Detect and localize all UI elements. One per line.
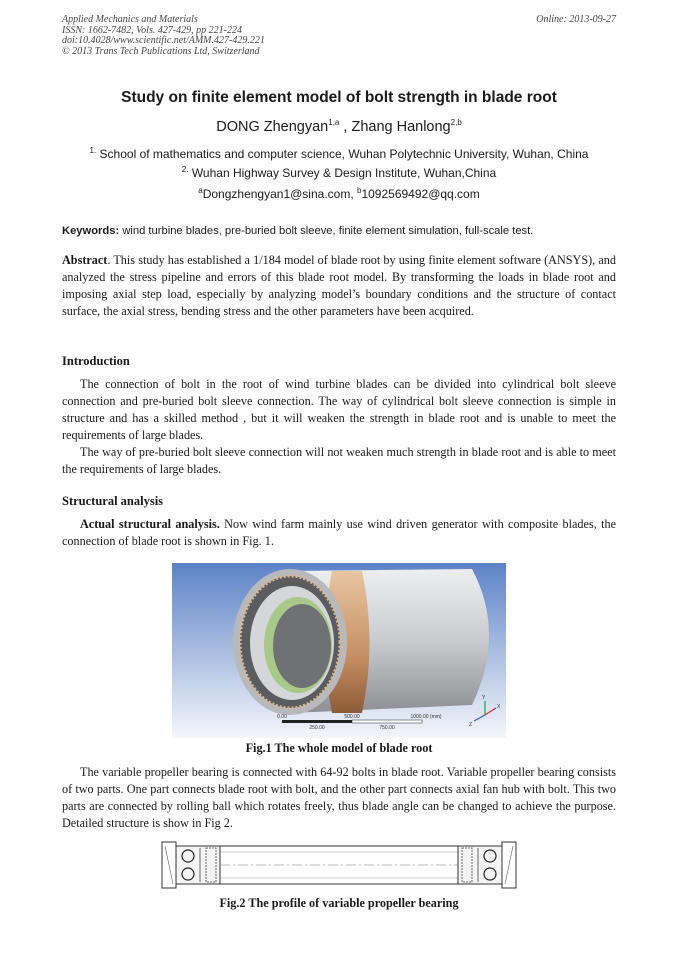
scale-segment-1 — [282, 720, 352, 723]
intro-paragraph-2: The way of pre-buried bolt sleeve connection will not weaken much strength in blade root and is able to meet the requirements of large blades. — [62, 445, 616, 476]
z-axis-label: Z — [469, 722, 473, 728]
affiliation-2-sup: 2. — [181, 165, 189, 174]
keywords-text: wind turbine blades, pre-buried bolt sleeve, finite element simulation, full-scale test. — [122, 225, 534, 237]
affiliation-2-text: Wuhan Highway Survey & Design Institute, Wuhan,China — [191, 166, 497, 180]
scale-label-500: 500.00 — [344, 714, 360, 720]
structural-analysis-heading: Structural analysis — [62, 494, 164, 508]
structural-subheading: Actual structural analysis. — [80, 517, 220, 531]
author-2-sup: 2,b — [450, 118, 462, 128]
affiliation-1-text: School of mathematics and computer science, Wuhan Polytechnic University, Wuhan, China — [99, 147, 589, 161]
introduction-heading: Introduction — [62, 354, 130, 368]
inner-bore — [273, 604, 331, 688]
structural-paragraph-1-text: Now wind farm mainly use wind driven generator with composite blades, the connection of blade root is shown in Fig. 1. — [62, 517, 617, 548]
email-line — [0, 187, 678, 201]
affiliation-1 — [0, 147, 678, 161]
keywords — [62, 223, 616, 240]
journal-name: Applied Mechanics and Materials — [62, 14, 198, 25]
paper-title: Study on finite element model of bolt strength in blade root — [121, 89, 557, 106]
author-separator: , — [339, 119, 352, 135]
intro-paragraph-1: The connection of bolt in the root of wind turbine blades can be divided into cylindrical bolt sleeve connection and pre-buried bolt sleeve connection. The way of cylindrical bolt sleeve connection is simple in structure and has a skilled method , but it will weaken the strength in blade root and is unable to meet the requirements of large blades. — [62, 377, 616, 442]
online-date: Online: 2013-09-27 — [536, 14, 616, 25]
doi-line: doi:10.4028/www.scientific.net/AMM.427-429.221 — [62, 35, 265, 46]
scale-segment-2 — [352, 720, 422, 723]
x-axis-label: X — [497, 704, 501, 710]
figure-1-blade-root-model — [172, 563, 506, 738]
abstract-text: . This study has established a 1/184 model of blade root by using finite element software (ANSYS), and analyzed the stress pipeline and errors of this blade root model. By transforming the loads in blade root and imposing axial step load, especially by analyzing model’s boundary conditions and the structure of contact surface, the axial stress, bending stress and the other parameters have been acquired. — [62, 253, 616, 318]
scale-label-250: 250.00 — [309, 725, 325, 731]
issn-line: ISSN: 1662-7482, Vols. 427-429, pp 221-224 — [62, 24, 242, 36]
email-b-sup: b — [357, 186, 362, 195]
scale-label-750: 750.00 — [379, 725, 395, 731]
journal-header — [62, 15, 265, 57]
structural-paragraph-2: The variable propeller bearing is connected with 64-92 bolts in blade root. Variable propeller bearing consists of two parts. One part connects blade root with bolt, and the other part connects axial fan hub with bolt. This two parts are connected by rolling ball which rotates freely, thus blade angle can be changed to achieve the purpose. Detailed structure is show in Fig 2. — [62, 765, 616, 830]
right-bearing-body — [458, 846, 502, 884]
scale-label-0: 0.00 — [277, 714, 287, 720]
left-bearing-body — [176, 846, 220, 884]
structural-paragraph-1 — [62, 516, 616, 550]
author-1: DONG Zhengyan — [216, 119, 329, 135]
author-line — [0, 119, 678, 135]
figure-2-bearing-profile — [160, 838, 518, 892]
email-a-sup: a — [198, 186, 203, 195]
abstract — [62, 252, 616, 320]
affiliation-1-sup: 1. — [89, 146, 97, 155]
figure-1-caption: Fig.1 The whole model of blade root — [245, 741, 433, 755]
copyright-line: © 2013 Trans Tech Publications Ltd, Switzerland — [62, 45, 260, 57]
author-2: Zhang Hanlong — [351, 119, 451, 135]
affiliation-2 — [0, 166, 678, 180]
figure-2-caption: Fig.2 The profile of variable propeller bearing — [219, 896, 459, 910]
abstract-label: Abstract — [62, 253, 108, 267]
email-a: Dongzhengyan1@sina.com, — [202, 187, 357, 201]
email-b: 1092569492@qq.com — [361, 187, 480, 201]
keywords-label: Keywords: — [62, 225, 120, 237]
scale-label-1000: 1000.00 (mm) — [410, 714, 442, 720]
y-axis-label: Y — [482, 695, 486, 701]
author-1-sup: 1,a — [328, 118, 340, 128]
